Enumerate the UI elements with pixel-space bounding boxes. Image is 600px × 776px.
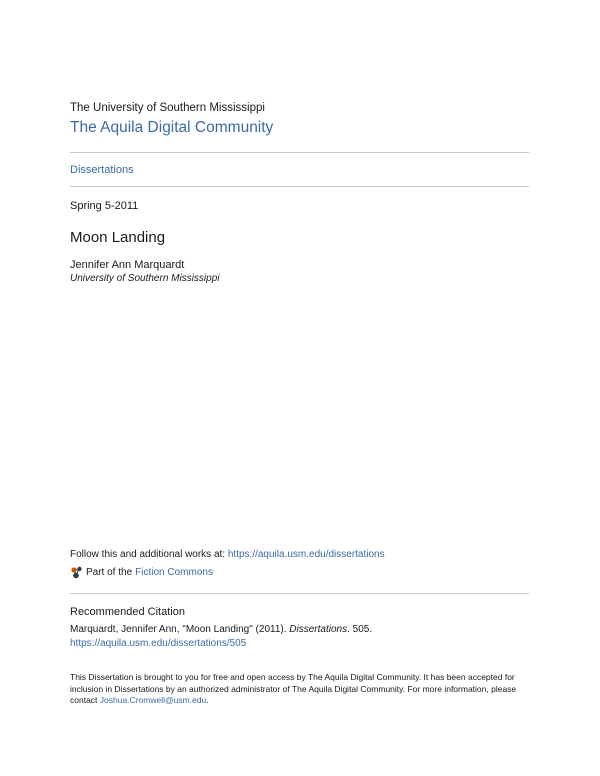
fiction-commons-link[interactable]: Fiction Commons [135, 567, 213, 578]
divider [70, 593, 529, 594]
citation-series: Dissertations [289, 624, 348, 635]
follow-text: Follow this and additional works at: [70, 549, 228, 560]
university-name: The University of Southern Mississippi [70, 102, 265, 114]
citation-number: . 505. [347, 624, 373, 635]
publication-date: Spring 5-2011 [70, 200, 139, 212]
contact-email-link[interactable]: Joshua.Cromwell@usm.edu [99, 695, 207, 705]
part-of-line [70, 566, 213, 579]
citation-block [70, 623, 372, 651]
citation-text: Marquardt, Jennifer Ann, "Moon Landing" (2011). [70, 624, 290, 635]
access-statement [70, 672, 530, 707]
citation-url-link[interactable]: https://aquila.usm.edu/dissertations/505 [70, 638, 247, 649]
series-link[interactable]: Dissertations [70, 164, 134, 176]
author-affiliation: University of Southern Mississippi [70, 273, 220, 284]
community-link[interactable]: The Aquila Digital Community [70, 119, 274, 136]
dissertations-url-link[interactable]: https://aquila.usm.edu/dissertations [227, 549, 385, 560]
follow-line [70, 549, 385, 560]
author-name: Jennifer Ann Marquardt [70, 259, 185, 271]
recommended-citation-heading: Recommended Citation [70, 606, 185, 618]
access-statement-text: This Dissertation is brought to you for free and open access by The Aquila Digital Community. It has been accepted for inclusion in Dissertations by an authorized administrator of The Aquila Digital Community. For more information, please contact [70, 672, 517, 705]
access-statement-end: . [206, 695, 209, 705]
commons-network-icon [70, 566, 83, 579]
part-of-prefix: Part of the [86, 567, 133, 578]
document-title: Moon Landing [70, 229, 166, 246]
divider [70, 186, 529, 187]
divider [70, 152, 529, 153]
